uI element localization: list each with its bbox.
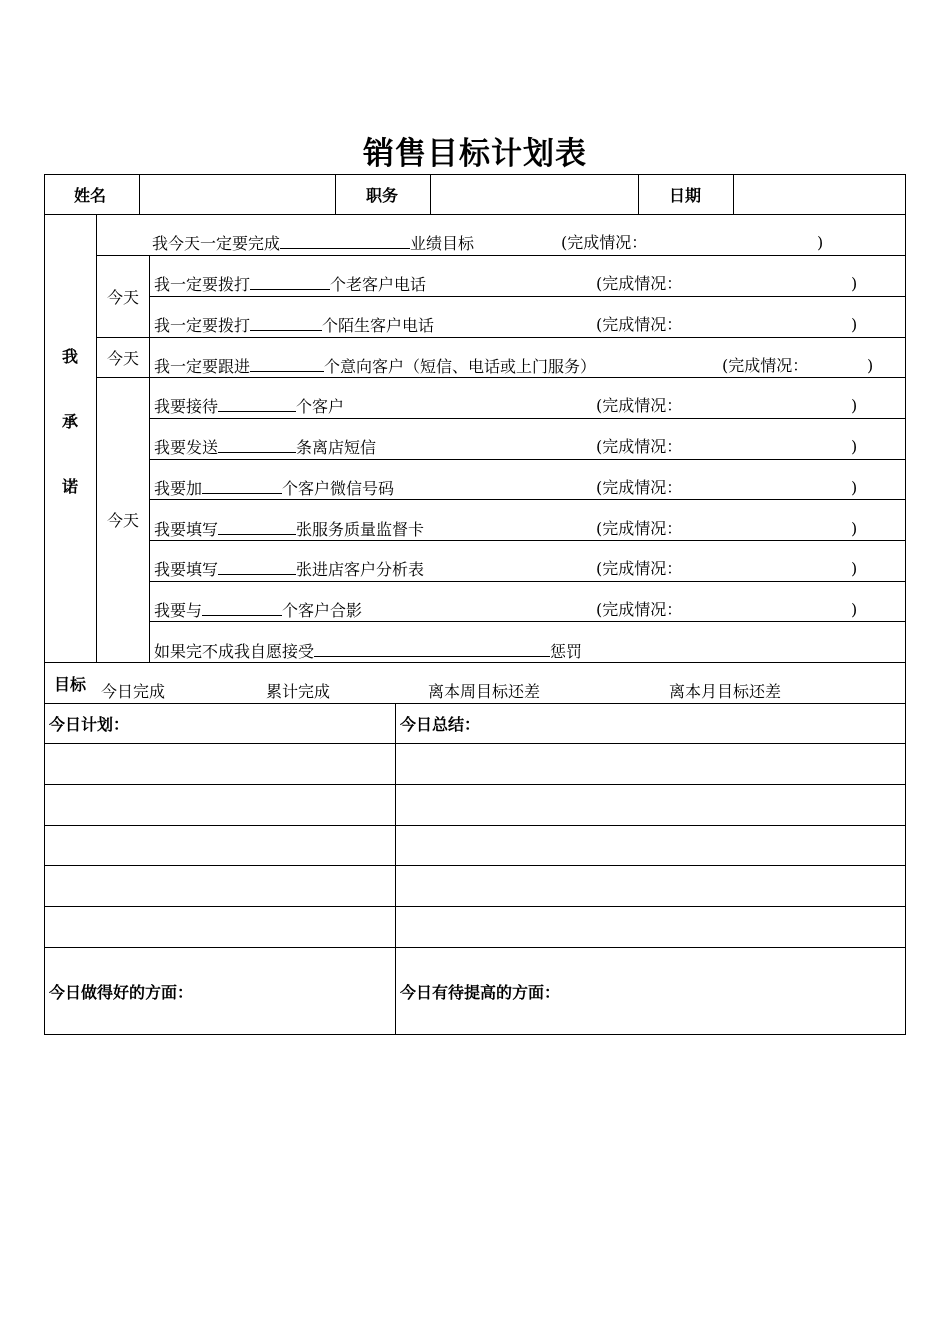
did-well-label: 今日做得好的方面：: [49, 983, 194, 1002]
promise-text: 张进店客户分析表: [296, 560, 425, 579]
promise-text: 我今天一定要完成: [152, 234, 281, 253]
promise-text: 我一定要拨打: [154, 275, 251, 294]
blank-input[interactable]: [218, 559, 296, 575]
divider: [149, 621, 906, 622]
status-close: ): [851, 600, 858, 619]
promise-text: 个老客户电话: [330, 275, 427, 294]
divider: [335, 174, 336, 215]
promise-text: 我要填写: [154, 520, 219, 539]
divider: [149, 540, 906, 541]
divider: [149, 499, 906, 500]
date-label: 日期: [669, 186, 702, 205]
promise-row: [154, 437, 376, 458]
promise-text: 我要发送: [154, 438, 219, 457]
divider: [149, 296, 906, 297]
promise-row: [154, 478, 394, 499]
status-close: ): [851, 396, 858, 415]
name-label: 姓名: [74, 186, 107, 205]
promise-label-char: 承: [62, 412, 79, 431]
promise-row: [154, 519, 424, 540]
divider: [96, 337, 906, 338]
status-label: (完成情况：: [596, 600, 683, 619]
promise-text: 个陌生客户电话: [322, 316, 435, 335]
today-summary-label: 今日总结：: [400, 715, 481, 734]
divider: [395, 703, 396, 1035]
cumulative-label: 累计完成: [266, 682, 331, 701]
table-border: [44, 1034, 906, 1035]
status-close: ): [851, 437, 858, 456]
name-field[interactable]: [140, 175, 334, 214]
blank-input[interactable]: [218, 437, 296, 453]
today-label: 今天: [107, 511, 140, 530]
promise-text: 条离店短信: [296, 438, 377, 457]
divider: [44, 784, 906, 785]
status-label: (完成情况：: [596, 519, 683, 538]
blank-input[interactable]: [202, 600, 282, 616]
today-label: 今天: [107, 349, 140, 368]
divider: [96, 255, 906, 256]
divider: [44, 214, 906, 215]
status-close: ): [851, 519, 858, 538]
status-label: (完成情况：: [722, 356, 809, 375]
blank-input[interactable]: [218, 396, 296, 412]
promise-text: 业绩目标: [410, 234, 475, 253]
position-label: 职务: [366, 186, 399, 205]
status-label: (完成情况：: [596, 559, 683, 578]
status-label: (完成情况：: [596, 274, 683, 293]
promise-text: 我要加: [154, 479, 203, 498]
promise-row: [154, 559, 424, 580]
blank-input[interactable]: [250, 315, 322, 331]
penalty-row: [154, 641, 582, 662]
goal-label: 目标: [54, 675, 87, 694]
status-close: ): [867, 356, 874, 375]
promise-text: 我要与: [154, 601, 203, 620]
status-close: ): [851, 559, 858, 578]
status-close: ): [851, 274, 858, 293]
divider: [96, 214, 97, 663]
date-field[interactable]: [734, 175, 904, 214]
status-label: (完成情况：: [596, 437, 683, 456]
promise-text: 个客户: [296, 397, 345, 416]
divider: [638, 174, 639, 215]
promise-text: 我要填写: [154, 560, 219, 579]
divider: [44, 906, 906, 907]
divider: [96, 377, 906, 378]
promise-text: 张服务质量监督卡: [296, 520, 425, 539]
divider: [149, 459, 906, 460]
month-gap-label: 离本月目标还差: [669, 682, 782, 701]
divider: [44, 743, 906, 744]
promise-row: [154, 396, 344, 417]
status-label: (完成情况：: [596, 315, 683, 334]
promise-label-char: 我: [62, 347, 79, 366]
divider: [44, 703, 906, 704]
today-label: 今天: [107, 288, 140, 307]
promise-row: [154, 274, 426, 295]
promise-text: 我一定要跟进: [154, 357, 251, 376]
promise-text: 如果完不成我自愿接受: [154, 642, 315, 661]
blank-input[interactable]: [250, 356, 324, 372]
promise-row: [152, 233, 474, 254]
status-label: (完成情况：: [596, 478, 683, 497]
promise-row: [154, 600, 362, 621]
divider: [44, 865, 906, 866]
today-done-label: 今日完成: [101, 682, 166, 701]
blank-input[interactable]: [202, 478, 282, 494]
promise-text: 惩罚: [550, 642, 583, 661]
status-close: ): [817, 233, 824, 252]
promise-label-char: 诺: [62, 477, 79, 496]
blank-input[interactable]: [218, 519, 296, 535]
promise-text: 我要接待: [154, 397, 219, 416]
blank-input[interactable]: [314, 641, 550, 657]
status-label: (完成情况：: [561, 233, 648, 252]
promise-text: 个客户合影: [282, 601, 363, 620]
promise-text: 我一定要拨打: [154, 316, 251, 335]
page-title: 销售目标计划表: [363, 136, 587, 172]
promise-row: [154, 356, 596, 377]
divider: [149, 418, 906, 419]
blank-input[interactable]: [280, 233, 410, 249]
promise-text: 个意向客户（短信、电话或上门服务）: [324, 357, 597, 376]
status-close: ): [851, 478, 858, 497]
promise-text: 个客户微信号码: [282, 479, 395, 498]
week-gap-label: 离本周目标还差: [428, 682, 541, 701]
divider: [149, 581, 906, 582]
status-close: ): [851, 315, 858, 334]
promise-row: [154, 315, 434, 336]
to-improve-label: 今日有待提高的方面：: [400, 983, 561, 1002]
today-plan-label: 今日计划：: [49, 715, 130, 734]
position-field[interactable]: [431, 175, 637, 214]
divider: [44, 947, 906, 948]
status-label: (完成情况：: [596, 396, 683, 415]
divider: [44, 662, 906, 663]
blank-input[interactable]: [250, 274, 330, 290]
divider: [44, 825, 906, 826]
